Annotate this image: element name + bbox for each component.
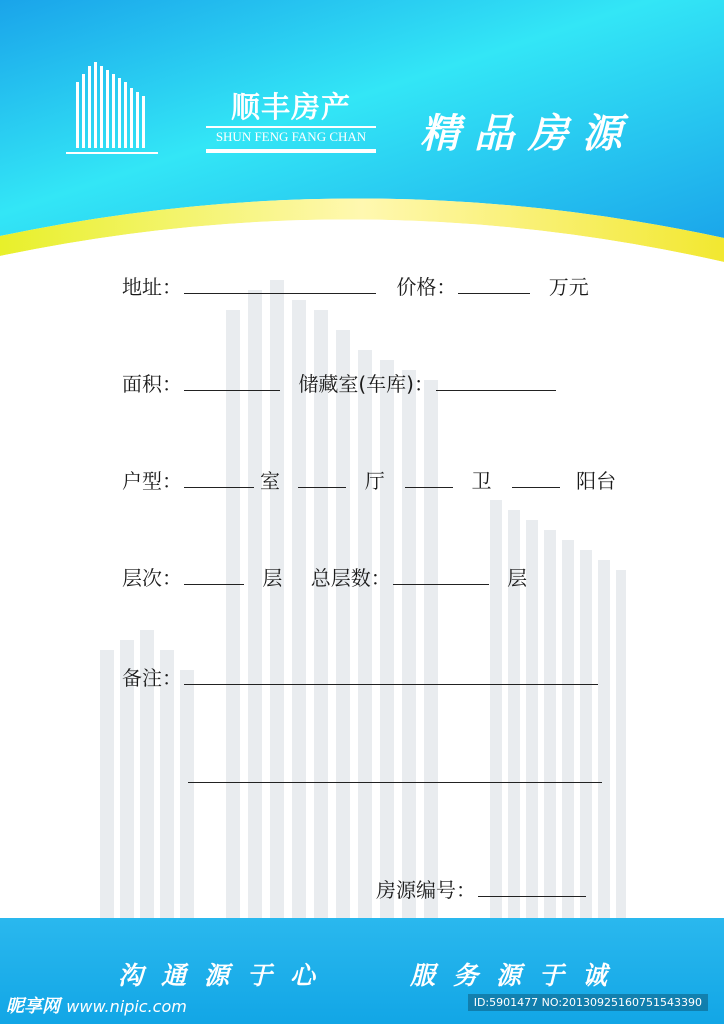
total-floors-label: 总层数： — [310, 566, 391, 590]
layout-label: 户型： — [122, 469, 182, 493]
notes-field-line-1[interactable] — [184, 664, 598, 685]
brand-name-cn: 顺丰房产 — [230, 90, 351, 124]
price-label: 价格： — [396, 275, 457, 299]
hall-unit: 厅 — [364, 469, 385, 493]
listing-no-label: 房源编号： — [376, 878, 476, 902]
notes-label: 备注： — [122, 666, 182, 690]
floor-row — [122, 564, 527, 592]
total-floors-unit: 层 — [507, 566, 528, 590]
address-label: 地址： — [122, 275, 182, 299]
nipic-watermark — [6, 992, 187, 1018]
total-floors-field[interactable] — [393, 564, 489, 585]
price-field[interactable] — [458, 273, 530, 294]
area-storage-row — [122, 370, 562, 398]
listing-no-row — [376, 876, 592, 904]
notes-field-line-2[interactable] — [188, 762, 602, 783]
storage-label: 储藏室(车库)： — [298, 372, 434, 396]
nipic-site-name: 昵享网 — [6, 996, 60, 1017]
address-field[interactable] — [184, 273, 376, 294]
floor-label: 层次： — [122, 566, 182, 590]
brand-name-en: SHUN FENG FANG CHAN — [206, 126, 376, 145]
nipic-url: www.nipic.com — [66, 997, 187, 1016]
floor-field[interactable] — [184, 564, 244, 585]
address-price-row — [122, 273, 589, 301]
footer-slogan-right: 服务源于诚 — [410, 961, 626, 990]
hall-field[interactable] — [298, 467, 346, 488]
balcony-unit: 阳台 — [576, 469, 617, 493]
notes-row-2 — [188, 762, 602, 790]
storage-field[interactable] — [436, 370, 556, 391]
balcony-field[interactable] — [512, 467, 560, 488]
area-label: 面积： — [122, 372, 182, 396]
page-title: 精品房源 — [420, 110, 636, 157]
area-field[interactable] — [184, 370, 280, 391]
bath-field[interactable] — [405, 467, 453, 488]
layout-row — [122, 467, 616, 495]
notes-row — [122, 664, 604, 692]
nipic-id-badge: ID:5901477 NO:20130925160751543390 — [468, 994, 708, 1011]
price-unit: 万元 — [548, 275, 589, 299]
room-unit: 室 — [260, 469, 280, 493]
bath-unit: 卫 — [471, 469, 492, 493]
floor-unit: 层 — [262, 566, 283, 590]
listing-no-field[interactable] — [478, 876, 586, 897]
room-field[interactable] — [184, 467, 254, 488]
footer-slogan-left: 沟通源于心 — [118, 961, 334, 990]
